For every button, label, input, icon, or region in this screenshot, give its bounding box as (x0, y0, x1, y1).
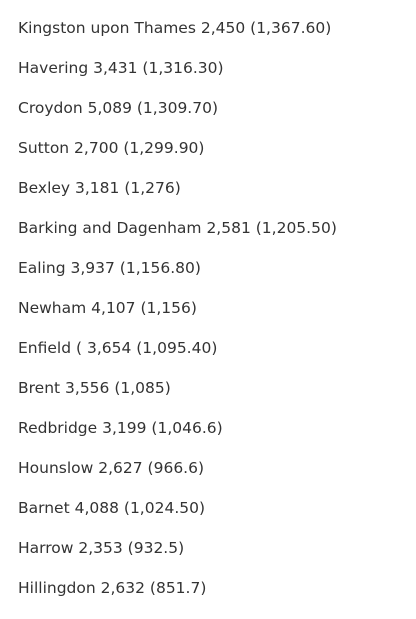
list-item: Barnet 4,088 (1,024.50) (18, 499, 206, 517)
list-item: Newham 4,107 (1,156) (18, 299, 197, 317)
list-item: Barking and Dagenham 2,581 (1,205.50) (18, 219, 337, 237)
list-item: Bexley 3,181 (1,276) (18, 179, 181, 197)
list-item: Harrow 2,353 (932.5) (18, 539, 185, 557)
list-item: Redbridge 3,199 (1,046.6) (18, 419, 223, 437)
list-item: Brent 3,556 (1,085) (18, 379, 171, 397)
borough-list (18, 17, 416, 617)
list-item: Enfield ( 3,654 (1,095.40) (18, 339, 218, 357)
list-item: Kingston upon Thames 2,450 (1,367.60) (18, 19, 332, 37)
list-item: Sutton 2,700 (1,299.90) (18, 139, 205, 157)
list-item: Havering 3,431 (1,316.30) (18, 59, 224, 77)
list-item: Croydon 5,089 (1,309.70) (18, 99, 219, 117)
list-item: Hillingdon 2,632 (851.7) (18, 579, 207, 597)
list-item: Ealing 3,937 (1,156.80) (18, 259, 201, 277)
list-item: Hounslow 2,627 (966.6) (18, 459, 205, 477)
